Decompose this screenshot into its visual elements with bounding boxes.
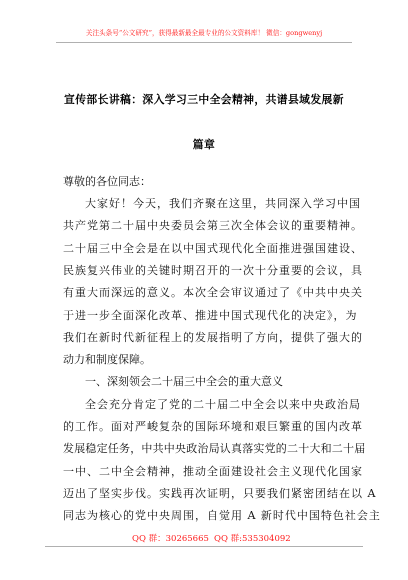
body-line: 迈出了坚实步伐。实践再次证明，只要我们紧密团结在以 A [63, 487, 377, 500]
body-line: 发展稳定任务，中共中央政治局认真落实党的二十大和二十届 [63, 442, 366, 455]
document-title-line-1: 宣传部长讲稿：深入学习三中全会精神，共谱县域发展新 [64, 93, 344, 106]
body-line: 大家好！今天，我们齐聚在这里，共同深入学习中国 [85, 197, 361, 210]
body-line: 一中、二中全会精神，推动全面建设社会主义现代化国家 [63, 465, 363, 478]
body-line: 的工作。面对严峻复杂的国际环境和艰巨繁重的国内改革 [63, 420, 363, 433]
promo-header: 关注头条号“公文研究”，获得最新最全最专业的公文资料库！ 微信：gongwenyj [85, 29, 323, 37]
header-divider [56, 42, 352, 43]
body-line: 共产党第二十届中央委员会第三次全体会议的重要精神。 [63, 219, 363, 232]
body-line: 有重大而深远的意义。本次全会审议通过了《中共中央关 [63, 286, 363, 299]
body-line: 动力和制度保障。 [63, 353, 151, 366]
body-line: 于进一步全面深化改革、推进中国式现代化的决定》，为 [63, 309, 358, 322]
footer-qq-group-1: QQ 群：30265665 [132, 534, 209, 544]
body-line: 民族复兴伟业的关键时期召开的一次十分重要的会议，具 [63, 264, 363, 277]
body-line: 全会充分肯定了党的二十届二中全会以来中央政治局 [85, 398, 361, 411]
document-title-line-2: 篇章 [192, 138, 216, 151]
body-line: 同志为核心的党中央周围，自觉用 A 新时代中国特色社会主 [63, 509, 381, 522]
section-heading: 一、深刻领会二十届三中全会的重大意义 [85, 375, 283, 388]
footer-qq-group-2: QQ 群:535304092 [214, 534, 291, 544]
body-line: 二十届三中全会是在以中国式现代化全面推进强国建设、 [63, 242, 363, 255]
footer-divider [45, 546, 363, 547]
body-line: 我们在新时代新征程上的发展指明了方向，提供了强大的 [63, 331, 363, 344]
salutation: 尊敬的各位同志： [63, 175, 151, 188]
